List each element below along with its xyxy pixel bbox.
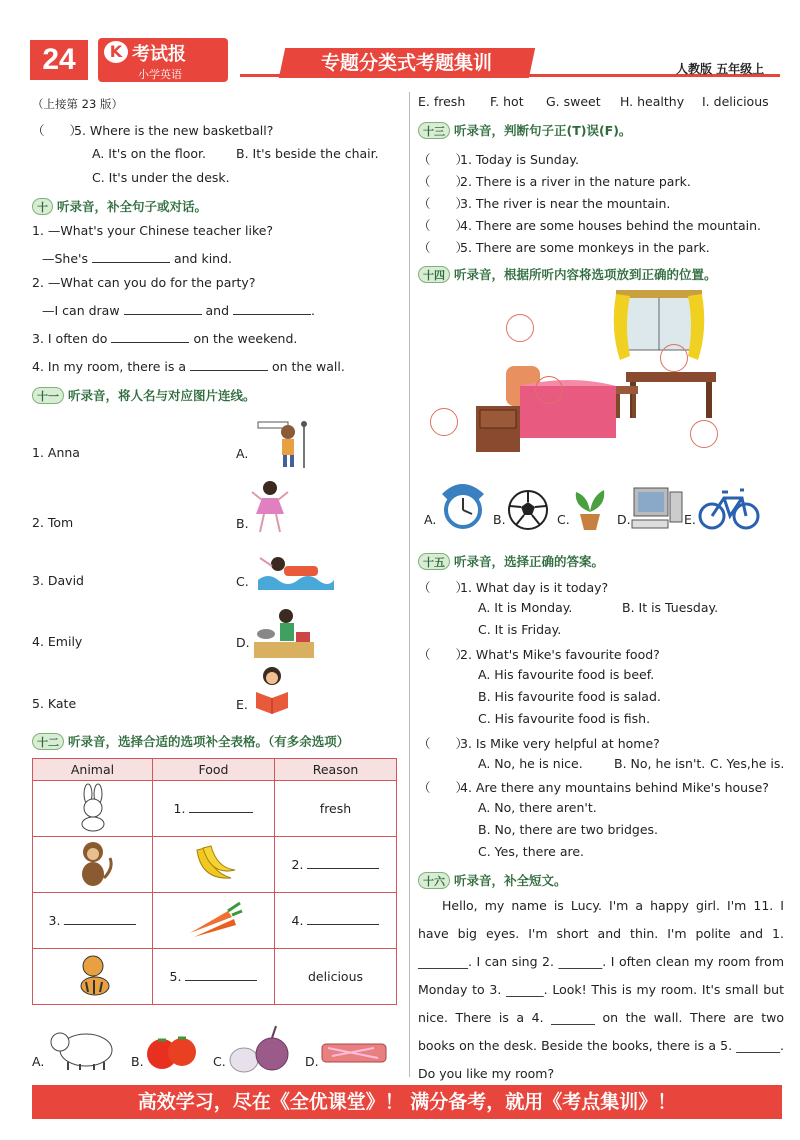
logo-subtitle: 小学英语 — [138, 68, 182, 81]
s14-option-e: E. — [684, 512, 696, 527]
section-10-heading — [32, 197, 207, 215]
s15-q3-b: B. No, he isn't. — [614, 756, 706, 771]
drop-target-3[interactable] — [535, 376, 563, 404]
edition-label: 人教版 五年级上 — [676, 62, 765, 76]
food-blank-5[interactable] — [153, 949, 275, 1005]
text: on the weekend. — [193, 331, 298, 346]
cloze-passage — [418, 892, 784, 1088]
question-text: 2. What's Mike's favourite food? — [460, 647, 660, 662]
col-header-food: Food — [153, 759, 275, 781]
s15-q2-a: A. His favourite food is beef. — [478, 667, 655, 682]
option-a-label: A. — [32, 1054, 45, 1069]
clock-option-image[interactable] — [438, 480, 488, 532]
drop-target-5[interactable] — [430, 408, 458, 436]
s15-q4-b: B. No, there are two bridges. — [478, 822, 659, 837]
header-title — [279, 48, 535, 78]
section-badge: 十五 — [418, 553, 450, 570]
name-anna[interactable]: 1. Anna — [32, 445, 80, 460]
text: and kind. — [173, 251, 233, 266]
drop-target-1[interactable] — [506, 314, 534, 342]
tf-text: 4. There are some houses behind the mountain. — [460, 218, 761, 233]
column-divider — [409, 92, 410, 1077]
answer-paren[interactable]: （ ） — [418, 196, 469, 211]
blank-field[interactable] — [111, 333, 189, 343]
s15-q1-a: A. It is Monday. — [478, 600, 573, 615]
logo-name: 考试报 — [132, 44, 186, 65]
meat-option-image[interactable] — [318, 1038, 394, 1068]
text: —She's — [42, 251, 88, 266]
s15-q1 — [418, 578, 608, 596]
answer-paren[interactable]: （ ） — [32, 123, 83, 138]
tf-text: 3. The river is near the mountain. — [460, 196, 671, 211]
blank-field[interactable] — [190, 361, 268, 371]
s10-line-1b — [42, 251, 232, 266]
computer-option-image[interactable] — [630, 486, 686, 532]
text: —I can draw — [42, 303, 120, 318]
s14-option-d: D. — [617, 512, 631, 527]
section-13-heading — [418, 121, 631, 139]
section-title: 听录音，根据所听内容将选项放到正确的位置。 — [454, 267, 717, 282]
reason-delicious: delicious — [275, 949, 397, 1005]
section-badge: 十三 — [418, 122, 450, 139]
blank-number: 2. — [291, 857, 304, 872]
section-badge: 十六 — [418, 872, 450, 889]
tf-item-3 — [418, 194, 670, 212]
s15-q3-c: C. Yes,he is. — [710, 756, 785, 771]
football-option-image[interactable] — [506, 488, 550, 532]
section-15-heading — [418, 552, 604, 570]
blank-field[interactable] — [189, 803, 253, 813]
section-title: 听录音，将人名与对应图片连线。 — [68, 388, 256, 403]
s15-q1-c: C. It is Friday. — [478, 622, 562, 637]
carrot-image — [153, 893, 275, 949]
blank-number: 3. — [48, 913, 61, 928]
header-title-text: 专题分类式考题集训 — [321, 52, 493, 74]
sheep-option-image[interactable] — [46, 1022, 118, 1072]
name-kate[interactable]: 5. Kate — [32, 696, 77, 711]
s15-q4 — [418, 778, 769, 796]
blank-field[interactable] — [124, 305, 202, 315]
pic-label-e: E. — [236, 697, 248, 712]
s15-q2 — [418, 645, 660, 663]
answer-paren[interactable]: （ ） — [418, 240, 469, 255]
footer-banner: 高效学习，尽在《全优课堂》！ 满分备考，就用《考点集训》！ — [32, 1085, 782, 1119]
section-badge: 十 — [32, 198, 53, 215]
extra-option-f: F. hot — [490, 94, 524, 109]
tf-text: 2. There is a river in the nature park. — [460, 174, 691, 189]
answer-paren[interactable]: （ ） — [418, 218, 469, 233]
drop-target-2[interactable] — [660, 344, 688, 372]
s15-q1-b: B. It is Tuesday. — [622, 600, 719, 615]
pic-label-c: C. — [236, 574, 249, 589]
blank-number: 4. — [291, 913, 304, 928]
s15-q3 — [418, 734, 660, 752]
tf-item-5 — [418, 238, 710, 256]
tiger-image — [33, 949, 153, 1005]
option-d-label: D. — [305, 1054, 319, 1069]
option-b-label: B. — [131, 1054, 144, 1069]
answer-paren[interactable]: （ ） — [418, 152, 469, 167]
logo-mark: K — [104, 41, 128, 63]
monkey-image — [33, 837, 153, 893]
s14-option-b: B. — [493, 512, 506, 527]
blank-field[interactable] — [233, 305, 311, 315]
col-header-reason: Reason — [275, 759, 397, 781]
s10-line-2: 2. —What can you do for the party? — [32, 275, 256, 290]
answer-paren[interactable]: （ ） — [418, 647, 469, 662]
s14-option-a: A. — [424, 512, 437, 527]
bicycle-option-image[interactable] — [698, 482, 760, 532]
q5-option-a: A. It's on the floor. — [92, 146, 206, 161]
blank-number: 5. — [169, 969, 182, 984]
text: and — [205, 303, 230, 318]
s10-line-2b — [42, 303, 315, 318]
text: on the wall. — [271, 359, 345, 374]
reading-child-image[interactable] — [252, 664, 292, 720]
singing-child-image[interactable] — [250, 414, 320, 470]
blank-number: 1. — [173, 801, 186, 816]
answer-paren[interactable]: （ ） — [418, 780, 469, 795]
answer-paren[interactable]: （ ） — [418, 580, 469, 595]
section-badge: 十二 — [32, 733, 64, 750]
question-text: 1. What day is it today? — [460, 580, 609, 595]
extra-option-h: H. healthy — [620, 94, 685, 109]
q5-option-b: B. It's beside the chair. — [236, 146, 379, 161]
section-title: 听录音，补全短文。 — [454, 873, 567, 888]
q5-stem — [32, 121, 273, 139]
s15-q3-a: A. No, he is nice. — [478, 756, 583, 771]
section-badge: 十一 — [32, 387, 64, 404]
col-header-animal: Animal — [33, 759, 153, 781]
question-text: 4. Are there any mountains behind Mike's house? — [460, 780, 769, 795]
section-title: 听录音，判断句子正(T)误(F)。 — [454, 123, 632, 138]
section-14-heading — [418, 265, 717, 283]
cooking-child-image[interactable] — [252, 606, 316, 660]
animal-food-table — [32, 758, 397, 1005]
tf-item-1 — [418, 150, 579, 168]
section-title: 听录音，选择正确的答案。 — [454, 554, 605, 569]
blank-field[interactable] — [307, 915, 379, 925]
s15-q4-c: C. Yes, there are. — [478, 844, 585, 859]
section-title: 听录音，补全句子或对话。 — [57, 199, 208, 214]
swimming-child-image[interactable] — [256, 550, 336, 594]
drop-target-4[interactable] — [690, 420, 718, 448]
pic-label-a: A. — [236, 446, 249, 461]
name-david[interactable]: 3. David — [32, 573, 84, 588]
name-emily[interactable]: 4. Emily — [32, 634, 83, 649]
text: . — [311, 303, 316, 318]
q5-text: 5. Where is the new basketball? — [74, 123, 274, 138]
tf-text: 5. There are some monkeys in the park. — [460, 240, 710, 255]
continued-note: （上接第 23 版） — [32, 97, 123, 111]
blank-field[interactable] — [64, 915, 136, 925]
s14-option-c: C. — [557, 512, 570, 527]
blank-field[interactable] — [185, 971, 257, 981]
food-blank-1[interactable] — [153, 781, 275, 837]
extra-option-e: E. fresh — [418, 94, 466, 109]
reason-blank-2[interactable] — [275, 837, 397, 893]
onion-option-image[interactable] — [226, 1024, 292, 1074]
reason-blank-4[interactable] — [275, 893, 397, 949]
s15-q4-a: A. No, there aren't. — [478, 800, 597, 815]
text: 3. I often do — [32, 331, 108, 346]
blank-field[interactable] — [307, 859, 379, 869]
s10-line-1: 1. —What's your Chinese teacher like? — [32, 223, 274, 238]
section-12-heading — [32, 732, 349, 750]
blank-field[interactable] — [92, 253, 170, 263]
answer-paren[interactable]: （ ） — [418, 174, 469, 189]
text: 4. In my room, there is a — [32, 359, 186, 374]
dancing-girl-image[interactable] — [250, 478, 290, 536]
pic-label-d: D. — [236, 635, 250, 650]
pic-label-b: B. — [236, 516, 249, 531]
name-tom[interactable]: 2. Tom — [32, 515, 74, 530]
plant-option-image[interactable] — [570, 486, 610, 532]
option-c-label: C. — [213, 1054, 226, 1069]
section-badge: 十四 — [418, 266, 450, 283]
section-11-heading — [32, 386, 256, 404]
tf-text: 1. Today is Sunday. — [460, 152, 579, 167]
s10-line-4 — [32, 359, 345, 374]
s10-line-3 — [32, 331, 297, 346]
tf-item-4 — [418, 216, 761, 234]
tf-item-2 — [418, 172, 691, 190]
q5-option-c: C. It's under the desk. — [92, 170, 230, 185]
answer-paren[interactable]: （ ） — [418, 736, 469, 751]
cloze-text: Hello, my name is Lucy. I'm a happy girl. I'm 11. I have big eyes. I'm short and thin. I'm polite and 1. ________. I can sing 2. _______. I often clean my room from Monday to 3. ______. Look! This is my room. It's small but nice. There is a 4. _______ on the wall. There are two books on the desk. Beside the books, there is a 5. _______. Do you like my room? — [418, 898, 784, 1081]
rabbit-image — [33, 781, 153, 837]
section-16-heading — [418, 871, 567, 889]
banana-image — [153, 837, 275, 893]
reason-fresh: fresh — [275, 781, 397, 837]
extra-option-i: I. delicious — [702, 94, 769, 109]
section-title: 听录音，选择合适的选项补全表格。（有多余选项） — [68, 734, 350, 749]
s15-q2-b: B. His favourite food is salad. — [478, 689, 661, 704]
extra-option-g: G. sweet — [546, 94, 601, 109]
page-number: 24 — [30, 40, 88, 80]
question-text: 3. Is Mike very helpful at home? — [460, 736, 660, 751]
animal-blank-3[interactable] — [33, 893, 153, 949]
tomato-option-image[interactable] — [144, 1032, 200, 1072]
s15-q2-c: C. His favourite food is fish. — [478, 711, 651, 726]
